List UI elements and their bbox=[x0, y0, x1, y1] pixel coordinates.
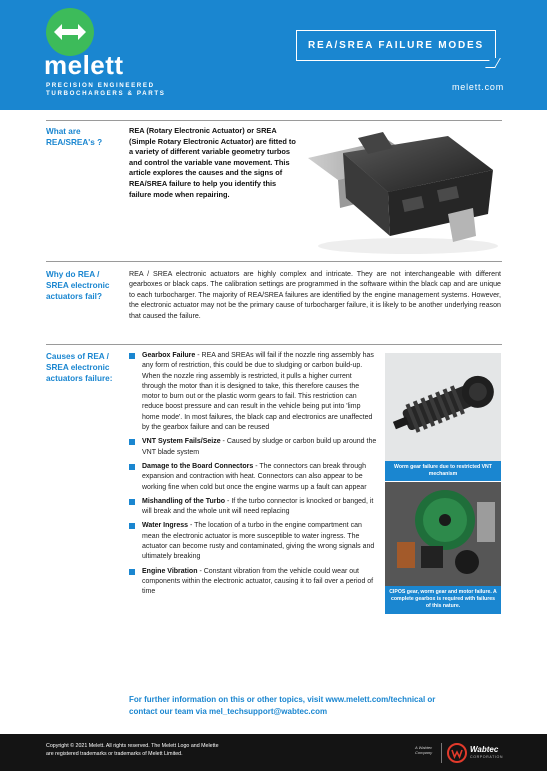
cta-line1[interactable]: For further information on this or other topics, visit www.melett.com/technical or bbox=[129, 695, 436, 704]
page-header bbox=[0, 0, 547, 110]
list-item bbox=[129, 567, 377, 598]
cause-text: - The connectors can break through expansion and contraction with heat. Connectors can also appear to be working fine when cold but once the engine warms up a fault can appear bbox=[142, 462, 367, 491]
section-label-what: What are REA/SREA's ? bbox=[46, 127, 103, 147]
tagline-line2: TURBOCHARGERS & PARTS bbox=[46, 90, 166, 97]
brand-name: melett bbox=[44, 50, 124, 80]
cause-text: - REA and SREAs will fail if the nozzle ring assembly has any form of restriction, this could be due to sludging or carbon build-up. When the nozzle ring assembly is restricted, it pulls a higher current through the motor than it is designed to take, this therefore causes the motor to burn out or the plastic worm gears to fail. This restriction can reduce boost pressure and can result in the vehicle being put into 'limp home mode'. In most failures, the black cap and electronics are unaffected by the gearbox failure and can be reused bbox=[142, 352, 374, 432]
list-item bbox=[129, 351, 377, 433]
document-title: REA/SREA FAILURE MODES bbox=[296, 30, 496, 61]
further-info bbox=[129, 694, 501, 717]
cause-text: - If the turbo connector is knocked or banged, it will break and the whole unit will need replacing bbox=[142, 497, 374, 516]
bullet-square-icon bbox=[129, 439, 135, 445]
bullet-square-icon bbox=[129, 464, 135, 470]
cta-line2[interactable]: contact our team via mel_techsupport@wabtec.com bbox=[129, 706, 328, 716]
intro-paragraph: REA (Rotary Electronic Actuator) or SREA (Simple Rotary Electronic Actuator) are fitted to a variety of different variable geometry turbos and control the variable vane movement. This article explores the causes and the signs of REA/SREA failure to help you identify this failure mode when repairing. bbox=[129, 126, 296, 199]
figure-caption-1: Worm gear failure due to restricted VNT mechanism bbox=[385, 461, 501, 481]
cause-text: - Caused by sludge or carbon build up around the VNT blade system bbox=[142, 438, 377, 456]
actuator-photo bbox=[298, 118, 503, 258]
double-arrow-icon bbox=[54, 22, 86, 42]
wabtec-corporation: CORPORATION bbox=[470, 755, 504, 759]
wabtec-name: Wabtec bbox=[470, 745, 499, 754]
bullet-square-icon bbox=[129, 569, 135, 575]
wabtec-note-line1: A Wabtec bbox=[415, 745, 433, 750]
list-item bbox=[129, 497, 377, 518]
copyright-line2: are registered trademarks or trademarks of Melett Limited. bbox=[46, 750, 183, 757]
why-paragraph: REA / SREA electronic actuators are highly complex and intricate. They are not interchangeable with different gearboxes or black caps. The calibration settings are programmed in the software within the black cap and are unique to each turbocharger. The majority of REA/SREA failures are identified by the engine management systems. However, the electronic actuator may not be the primary cause of turbocharger failure, it is likely to be another underlying reason that caused the failure. bbox=[129, 270, 501, 320]
melett-logo bbox=[46, 8, 94, 56]
section-label-why: Why do REA / SREA electronic actuators fail? bbox=[46, 270, 110, 301]
cause-title: Engine Vibration bbox=[142, 567, 198, 575]
worm-gear-photo bbox=[385, 353, 501, 461]
cause-title: VNT System Fails/Seize bbox=[142, 438, 221, 446]
figure-caption-2: CIPOS gear, worm gear and motor failure. A complete gearbox is required with failures of this nature. bbox=[385, 586, 501, 614]
copyright-line1: Copyright © 2021 Melett. All rights reserved. The Melett Logo and Melette bbox=[46, 743, 219, 749]
cause-text: - Constant vibration from the vehicle could wear out components within the electronic actuator, causing it to fail over a period of time bbox=[142, 567, 374, 596]
tagline-line1: PRECISION ENGINEERED bbox=[46, 82, 155, 89]
wabtec-note-line2: Company bbox=[415, 750, 433, 756]
section-label-causes: Causes of REA / SREA electronic actuators failure: bbox=[46, 352, 113, 383]
section-divider bbox=[46, 344, 502, 345]
cause-title: Mishandling of the Turbo bbox=[142, 497, 226, 505]
brand-tagline bbox=[46, 82, 165, 98]
website-link[interactable]: melett.com bbox=[451, 82, 504, 92]
page-footer bbox=[0, 734, 547, 771]
list-item bbox=[129, 437, 377, 458]
wabtec-logo-icon bbox=[447, 743, 467, 763]
cause-title: Gearbox Failure bbox=[142, 352, 196, 359]
wabtec-company-note bbox=[415, 745, 432, 755]
bullet-square-icon bbox=[129, 353, 135, 359]
bullet-square-icon bbox=[129, 499, 135, 505]
bullet-square-icon bbox=[129, 523, 135, 529]
causes-list bbox=[129, 351, 377, 602]
cause-title: Water Ingress bbox=[142, 522, 189, 530]
footer-divider bbox=[441, 743, 442, 763]
list-item bbox=[129, 521, 377, 562]
cause-text: - The location of a turbo in the engine compartment can mean the electronic actuator is more susceptible to water ingress. The actuator can become rusty and contaminated, giving the wrong signals and ultimately breaking bbox=[142, 522, 375, 561]
list-item bbox=[129, 462, 377, 493]
copyright-notice bbox=[46, 743, 219, 758]
cause-title: Damage to the Board Connectors bbox=[142, 462, 254, 470]
circuit-board-photo bbox=[385, 482, 501, 586]
section-divider bbox=[46, 261, 502, 262]
